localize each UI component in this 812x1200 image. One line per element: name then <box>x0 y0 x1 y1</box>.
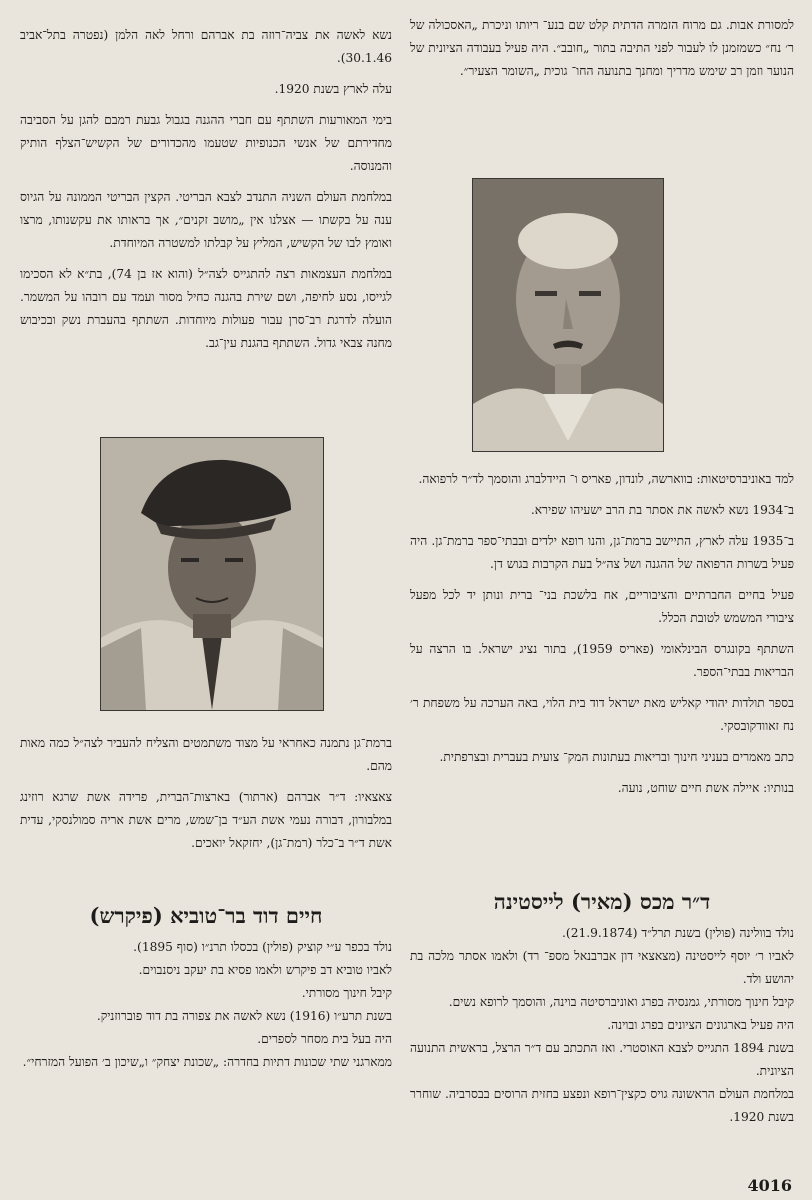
right-column-entry <box>410 888 794 1129</box>
bio-paragraph: ברמת־גן נתמנה כאחראי על מצוד משתמטים והצליח להעביר לצה״ל כמה מאות מהם. <box>20 736 392 773</box>
bio-paragraph: ב־1935 עלה לארץ, התיישב ברמת־גן, והנו רופא ילדים ובבתי־ספר ברמת־גן. היה פעיל בשרות הרפואה של ההגנה ושל צה״ל בעת הקרבות בגוש דן. <box>410 534 794 571</box>
entry-title: ד״ר מכס (מאיר) לייסטינה <box>493 889 711 914</box>
entry-paragraph: קיבל חינוך מסורתי, גמנסיה בפרג ואוניברסיטה בוינה, והוסמך לרופא נשים. <box>448 995 794 1009</box>
bio-paragraph: כתב מאמרים בעניני חינוך ובריאות בעתונות המק־ צועית בעברית ובצרפתית. <box>439 750 794 764</box>
bio-paragraph: השתתף בקונגרס הבינלאומי (פאריס 1959), בתור נציג ישראל. בו הרצה על הבריאות בבתי־הספר. <box>410 642 794 679</box>
entry-paragraph: קיבל חינוך מסורתי. <box>301 986 392 1000</box>
entry-title: חיים דוד בר־טוביא (פיקרש) <box>89 903 323 928</box>
bio-paragraph: במלחמת העולם השניה התנדב לצבא הבריטי. הקצין הבריטי הממונה על הגיוס ענה על בקשתו — אצלנו אין „מושב זקנים״, אך בראותו את עקשנותו, מרצו ואומץ לבו של הקשיש, המליץ על קבלתו למשטרה המיוחדת. <box>20 190 392 250</box>
bio-paragraph: בספר תולדות יהודי קאליש מאת ישראל דוד בית הלוי, באה הערכה על משפחת ר׳ נח זאוודקובסקי. <box>410 696 794 733</box>
right-column-bio <box>410 468 794 800</box>
bio-paragraph: פעיל בחיים החברתיים והציבוריים, אח בלשכת בני־ ברית ונותן יד לכל מפעל ציבורי המשמש לטובת הכלל. <box>410 588 794 625</box>
right-column-top <box>410 14 794 83</box>
entry-paragraph: לאביו טוביא דב פיקרש ולאמו פסיא בת יעקב ניסנבוים. <box>138 963 392 977</box>
entry-paragraph: במלחמת העולם הראשונה גויס כקצין־רופא ונפצע בחזית הרוסים בבסרביה. שוחרר בשנת 1920. <box>410 1087 794 1124</box>
entry-paragraph: לאביו ר׳ יוסף לייסטינה (מצאצאי דון אברבנאל מספ־ רד) ולאמו אסתר מלכה בת יהושע ולד. <box>410 949 794 986</box>
entry-paragraph: היה בעל בית מסחר לספרים. <box>257 1032 392 1046</box>
bio-paragraph: למד באוניברסיטאות: בווארשה, לונדון, פאריס ו־ היידלברג והוסמך לד״ר לרפואה. <box>418 472 794 486</box>
continued-paragraph: למסורת אבות. גם מרוח הזמרה הדתית קלט שם בנע־ ריותו וניכרת „האסכולה של ר׳ נח״ כשמזמנן לו לעבור לפני התיבה בתור „חובב״. היה פעיל בעבודה הציונית של הנוער וזמן רב שימש מדריך ומחנך בתנועה החו־ גוכית „השומר הצעיר״. <box>410 18 794 78</box>
bio-paragraph: בנותיו: איילה אשת חיים שוחט, נועה. <box>617 781 794 795</box>
portrait-photo-bottom <box>100 437 324 711</box>
entry-paragraph: בשנת 1894 התגייס לצבא האוסטרי. ואז התכתב עם ד״ר הרצל, בראשית התנועה הציונית. <box>410 1041 794 1078</box>
entry-paragraph: נולד בוולינה (פולין) בשנת תרל״ד (21.9.1874). <box>562 926 794 940</box>
bio-paragraph: צאצאיו: ד״ר אברהם (ארתור) בארצות־הברית, פרידה אשת שרגא רוזינג במלבורון, דבורה נעמי אשת הע״ד בן־שמש, מרים אשת אריה סמולנסקי, עדית אשת ד״ר ב־כלר (רמת־גן), יחזקאל יואכים. <box>20 790 392 850</box>
bio-paragraph: עלה לארץ בשנת 1920. <box>274 82 392 96</box>
entry-paragraph: בשנת תרע״ו (1916) נשא לאשה את צפורה בת דוד פוברוזניק. <box>96 1009 392 1023</box>
left-column-entry <box>20 902 392 1074</box>
bio-paragraph: בימי המאורעות השתתף עם חברי ההגנה בגבול גבעת רמבם להגן על הסביבה מחדירתם של אנשי הכנופיות שטעמו מהכדורים של הקשיש־הצלף הותיק והמנוסה. <box>20 113 392 173</box>
entry-paragraph: נולד בכפר ע״י קוציק (פולין) בכסלו תרנ״ו (סוף 1895). <box>133 940 392 954</box>
entry-paragraph: היה פעיל בארגונים הציונים בפרג ובוינה. <box>607 1018 794 1032</box>
page-number: 4016 <box>747 1176 792 1195</box>
portrait-photo-top <box>472 178 664 452</box>
left-column-top <box>20 24 392 355</box>
bio-paragraph: נשא לאשה את צביה־רוזה בת אברהם ורחל לאה הלמן (נפטרה בתל־אביב 30.1.46). <box>20 28 392 65</box>
bio-paragraph: במלחמת העצמאות רצה להתגייס לצה״ל (והוא אז בן 74), בת״א לא הסכימו לגייסו, נסע לחיפה, ושם שירת בהגנה כחיל מסור ועמד עם רובהו על המשמר. הועלה לדרגת רב־סרן עבור פעולות מיוחדות. השתתף בהעברת נשק ובכיבוש מחנה צבאי גדול. השתתף בהגנת עין־גב. <box>20 267 392 350</box>
bio-paragraph: ב־1934 נשא לאשה את אסתר בת הרב ישעיהו שפירא. <box>530 503 794 517</box>
left-column-middle <box>20 732 392 855</box>
entry-paragraph: ממארגני שתי שכונות דתיות בחדרה: „שכונת יצחק״ ו„שיכון ב׳ הפועל המזרחי״. <box>22 1055 392 1069</box>
